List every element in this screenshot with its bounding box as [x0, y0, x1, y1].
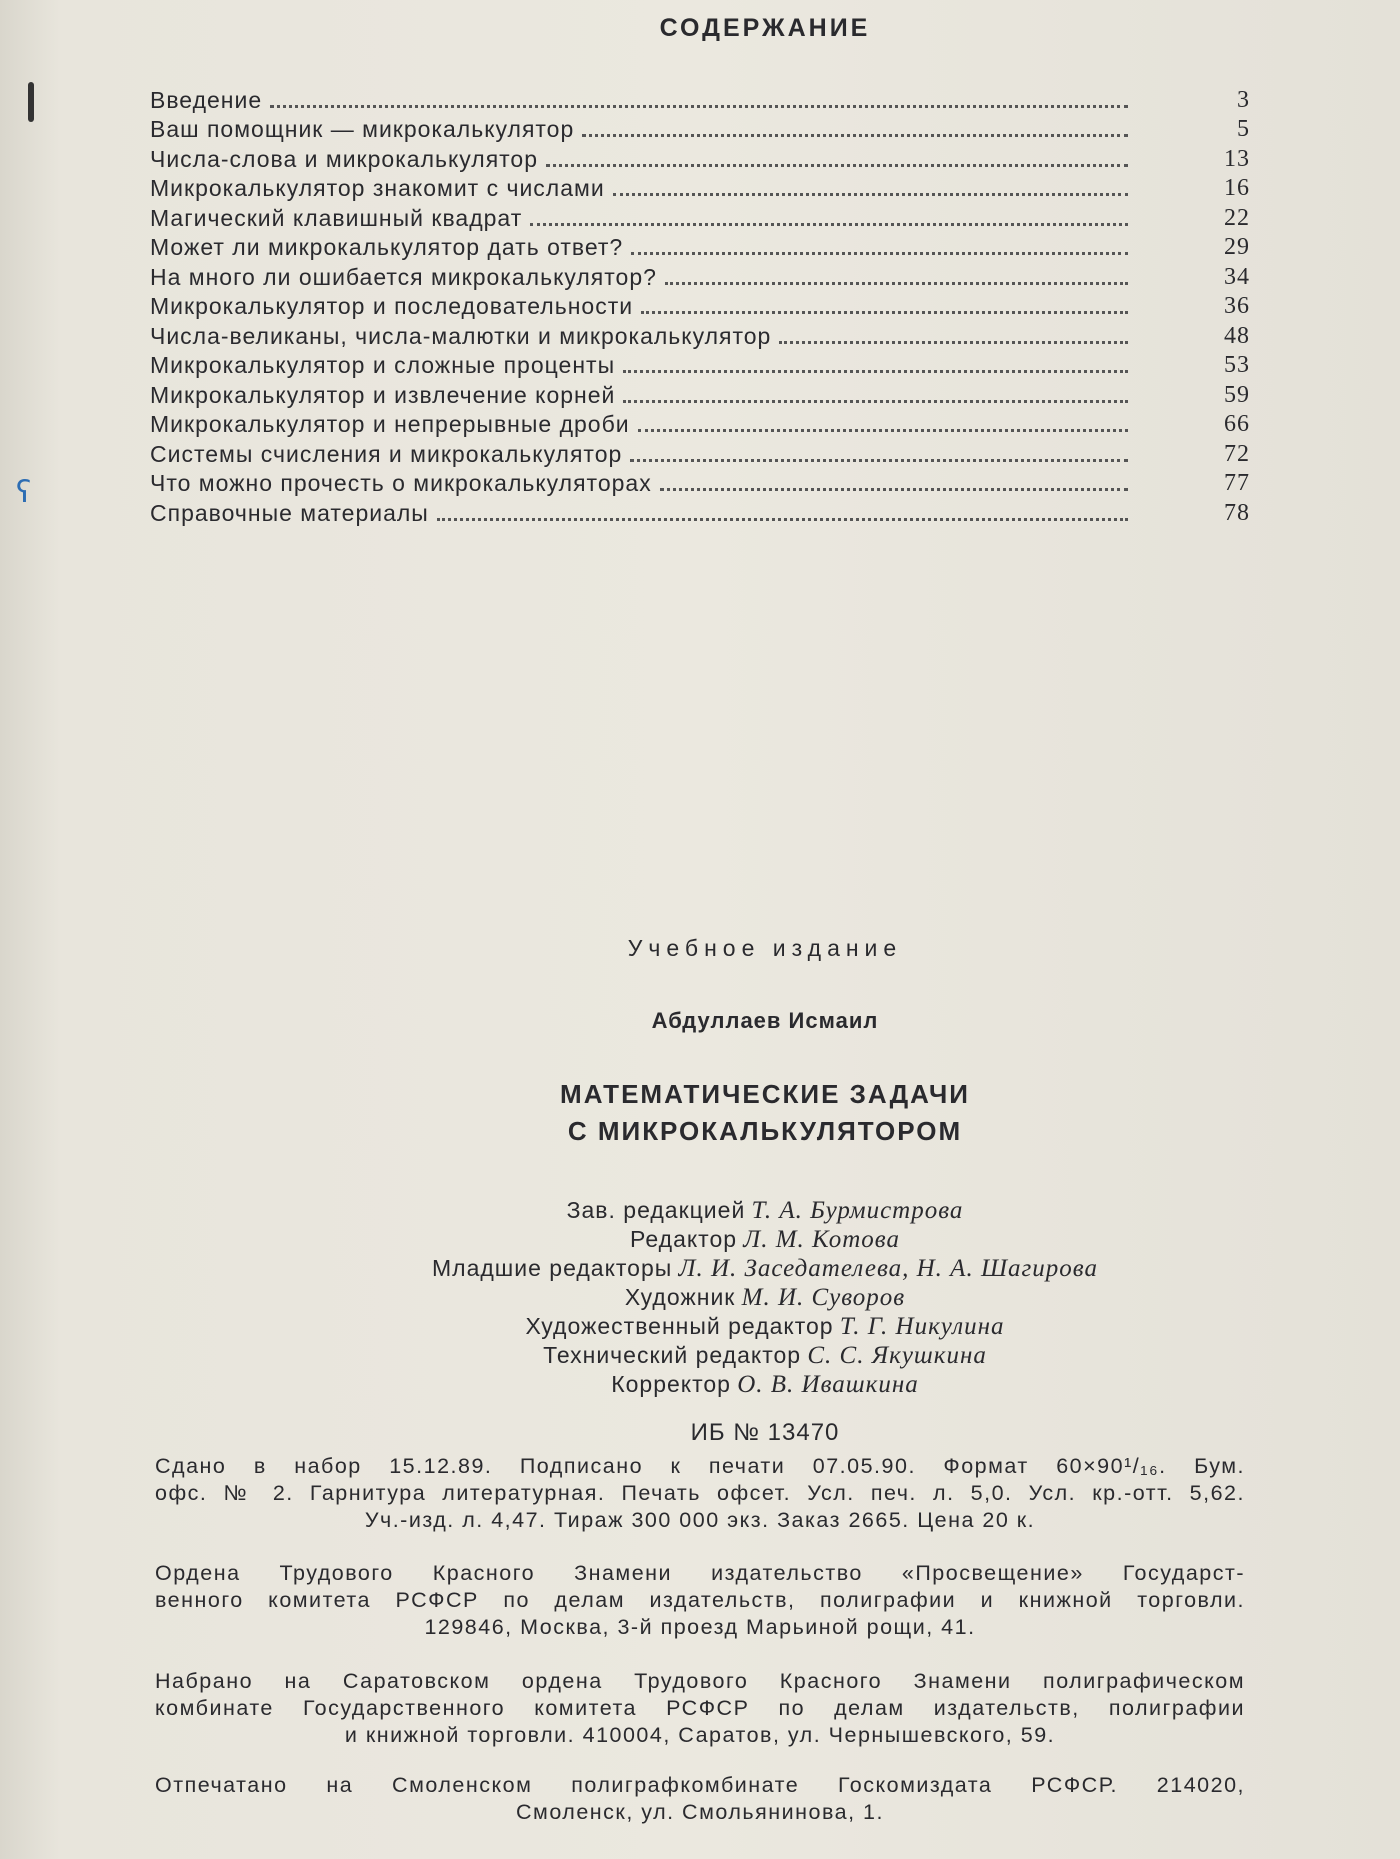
- toc-page-number: 77: [1224, 470, 1250, 496]
- toc-leader: [631, 252, 1128, 255]
- toc-entry-label: Числа-слова и микрокалькулятор: [150, 145, 539, 172]
- credit-name: Л. И. Заседателева, Н. А. Шагирова: [678, 1255, 1098, 1282]
- print-details-line: Уч.-изд. л. 4,47. Тираж 300 000 экз. Заказ 2665. Цена 20 к.: [364, 1508, 1036, 1532]
- credit-name: М. И. Суворов: [741, 1284, 906, 1311]
- credit-role: Корректор: [611, 1371, 731, 1397]
- printer-line: Отпечатано на Смоленском полиграфкомбинате Госкомиздата РСФСР. 214020,: [155, 1773, 1245, 1797]
- toc-entry-label: Микрокалькулятор и сложные проценты: [150, 352, 616, 378]
- toc-leader: [613, 193, 1128, 196]
- toc-page-number: 5: [1237, 116, 1250, 142]
- print-details: [155, 1453, 1245, 1534]
- toc-entry-label: Микрокалькулятор и извлечение корней: [150, 381, 616, 408]
- table-of-contents: [150, 84, 1250, 527]
- toc-entry: [150, 497, 1250, 527]
- credit-row: [0, 1341, 1400, 1370]
- toc-page-number: 59: [1224, 381, 1250, 408]
- toc-page-number: 22: [1224, 204, 1250, 231]
- credit-role: Художник: [624, 1284, 736, 1310]
- toc-entry: [150, 291, 1250, 321]
- edition-type: Учебное издание: [627, 935, 903, 961]
- toc-entry: [150, 409, 1250, 439]
- toc-page-number: 78: [1224, 499, 1250, 526]
- toc-entry: [150, 202, 1250, 232]
- credit-row: [0, 1196, 1400, 1225]
- toc-leader: [623, 370, 1128, 373]
- blue-ink-mark: ʕ: [16, 475, 32, 510]
- printer-info: [155, 1772, 1245, 1826]
- imprint-block: [0, 935, 1400, 1447]
- toc-entry-label: Справочные материалы: [150, 499, 429, 526]
- toc-entry-label: Может ли микрокалькулятор дать ответ?: [150, 234, 624, 260]
- typeset-line: комбинате Государственного комитета РСФСР по делам издательств, полиграфии: [155, 1696, 1245, 1720]
- toc-entry-label: Микрокалькулятор и непрерывные дроби: [150, 411, 630, 437]
- toc-page-number: 3: [1237, 86, 1250, 113]
- ib-number: ИБ № 13470: [690, 1419, 840, 1446]
- toc-entry: [150, 232, 1250, 262]
- credit-name: Л. М. Котова: [743, 1226, 900, 1253]
- toc-entry-label: Ваш помощник — микрокалькулятор: [150, 116, 575, 142]
- toc-entry: [150, 143, 1250, 173]
- toc-entry: [150, 84, 1250, 114]
- typeset-line: и книжной торговли. 410004, Саратов, ул. Чернышевского, 59.: [344, 1723, 1056, 1747]
- credit-name: О. В. Ивашкина: [737, 1371, 919, 1398]
- credit-row: [0, 1283, 1400, 1312]
- credit-row: [0, 1370, 1400, 1399]
- toc-entry: [150, 379, 1250, 409]
- credits-list: [0, 1196, 1400, 1399]
- book-title-line: С МИКРОКАЛЬКУЛЯТОРОМ: [567, 1116, 963, 1146]
- toc-entry-label: Магический клавишный квадрат: [150, 204, 523, 231]
- author-name: Абдуллаев Исмаил: [651, 1008, 879, 1033]
- toc-entry-label: Микрокалькулятор и последовательности: [150, 293, 634, 319]
- credit-row: [0, 1312, 1400, 1341]
- toc-page-number: 48: [1224, 322, 1250, 349]
- printer-line: Смоленск, ул. Смольянинова, 1.: [516, 1800, 884, 1824]
- credit-role: Художественный редактор: [525, 1313, 834, 1339]
- print-details-line: Сдано в набор 15.12.89. Подписано к печати 07.05.90. Формат 60×90¹/₁₆. Бум.: [155, 1454, 1245, 1478]
- toc-page-number: 72: [1224, 440, 1250, 467]
- toc-page-number: 53: [1224, 352, 1250, 378]
- toc-page-number: 29: [1224, 234, 1250, 260]
- toc-entry-label: Системы счисления и микрокалькулятор: [150, 440, 623, 467]
- credit-role: Редактор: [630, 1226, 738, 1252]
- toc-entry: [150, 468, 1250, 498]
- toc-leader: [630, 459, 1128, 462]
- typeset-line: Набрано на Саратовском ордена Трудового Красного Знамени полиграфическом: [155, 1669, 1245, 1693]
- toc-leader: [660, 488, 1128, 491]
- toc-leader: [779, 341, 1128, 344]
- credit-role: Зав. редакцией: [566, 1197, 746, 1223]
- toc-leader: [270, 105, 1128, 108]
- toc-leader: [665, 282, 1128, 285]
- toc-page-number: 36: [1224, 293, 1250, 319]
- publisher-line: 129846, Москва, 3-й проезд Марьиной рощи, 41.: [424, 1615, 976, 1639]
- margin-pen-mark: [28, 82, 34, 122]
- toc-page-number: 66: [1224, 411, 1250, 437]
- publisher-info: [155, 1560, 1245, 1641]
- toc-entry-label: Что можно прочесть о микрокалькуляторах: [150, 470, 652, 496]
- toc-page-number: 13: [1224, 145, 1250, 172]
- toc-entry-label: На много ли ошибается микрокалькулятор?: [150, 263, 657, 290]
- credit-name: Т. А. Бурмистрова: [751, 1197, 964, 1224]
- toc-entry-label: Числа-великаны, числа-малютки и микрокалькулятор: [150, 322, 772, 349]
- toc-leader: [623, 400, 1128, 403]
- toc-entry: [150, 350, 1250, 380]
- typeset-info: [155, 1668, 1245, 1749]
- toc-leader: [530, 223, 1128, 226]
- book-title-line: МАТЕМАТИЧЕСКИЕ ЗАДАЧИ: [560, 1079, 970, 1109]
- publisher-line: венного комитета РСФСР по делам издательств, полиграфии и книжной торговли.: [155, 1588, 1245, 1612]
- credit-role: Младшие редакторы: [432, 1255, 673, 1281]
- credit-name: С. С. Якушкина: [807, 1342, 987, 1369]
- toc-entry: [150, 320, 1250, 350]
- toc-leader: [638, 429, 1128, 432]
- toc-entry: [150, 173, 1250, 203]
- toc-page-number: 16: [1224, 175, 1250, 201]
- toc-entry: [150, 438, 1250, 468]
- credit-name: Т. Г. Никулина: [839, 1313, 1005, 1340]
- toc-leader: [582, 134, 1128, 137]
- print-details-line: офс. № 2. Гарнитура литературная. Печать офсет. Усл. печ. л. 5,0. Усл. кр.-отт. 5,62.: [155, 1481, 1245, 1505]
- publisher-line: Ордена Трудового Красного Знамени издательство «Просвещение» Государст-: [155, 1561, 1245, 1585]
- credit-role: Технический редактор: [543, 1342, 802, 1368]
- toc-leader: [437, 518, 1128, 521]
- toc-entry: [150, 114, 1250, 144]
- toc-page-number: 34: [1224, 263, 1250, 290]
- toc-leader: [641, 311, 1128, 314]
- toc-leader: [546, 164, 1128, 167]
- toc-entry-label: Введение: [150, 86, 263, 113]
- credit-row: [0, 1225, 1400, 1254]
- toc-entry: [150, 261, 1250, 291]
- book-title: [0, 1076, 1400, 1150]
- credit-row: [0, 1254, 1400, 1283]
- toc-title: СОДЕРЖАНИЕ: [659, 14, 871, 42]
- toc-entry-label: Микрокалькулятор знакомит с числами: [150, 175, 605, 201]
